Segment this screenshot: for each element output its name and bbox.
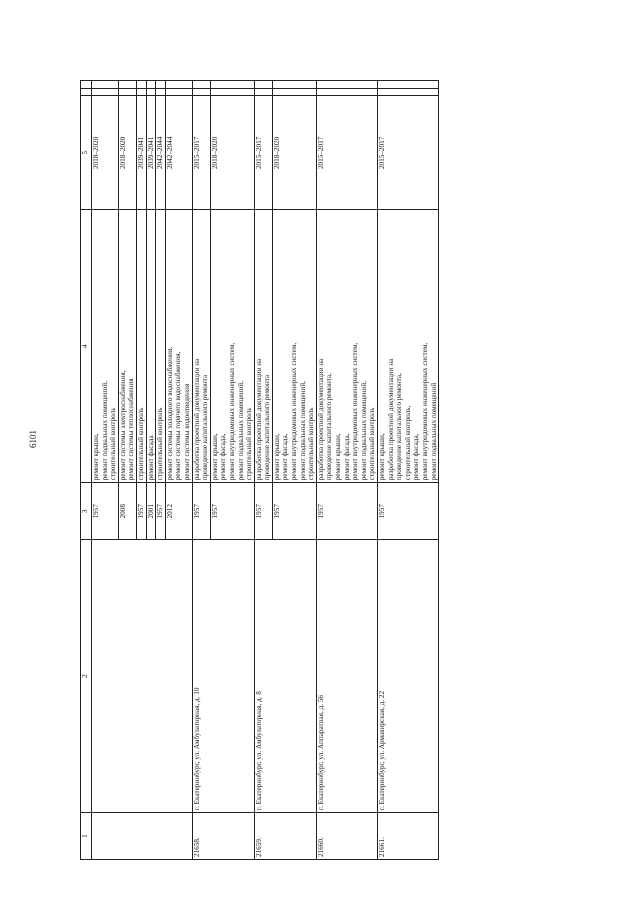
work-item: ремонт фасада, [281, 433, 290, 481]
work-item: ремонт внутридомовых инженерных систем, [351, 342, 360, 481]
extra-col-7 [156, 81, 166, 89]
address-cell: г. Екатеринбург, ул. Амбулаторная, д. 10 [192, 540, 254, 813]
work-item: ремонт внутридомовых инженерных систем, [290, 342, 299, 481]
extra-col-6 [146, 88, 156, 96]
works-cell [146, 210, 156, 483]
work-item: разработка проектной документации на [316, 358, 325, 481]
work-item: строительный контроль [156, 407, 165, 481]
address-cell: г. Екатеринбург, ул. Аппаратная, д. 56 [316, 540, 377, 813]
extra-col-6 [192, 88, 210, 96]
year-cell: 1957 [136, 483, 146, 540]
work-item: ремонт подвальных помещений, [236, 381, 245, 481]
extra-col-7 [165, 81, 192, 89]
work-item: ремонт крыши, [210, 433, 219, 481]
header-col-3: 3 [81, 483, 92, 540]
year-cell: 2008 [118, 483, 136, 540]
work-item: ремонт крыши, [334, 433, 343, 481]
work-item: проведение капитального ремонта, [325, 373, 334, 481]
work-item: ремонт фасада, [342, 433, 351, 481]
extra-col-6 [210, 88, 254, 96]
work-item: разработка проектной документации на [192, 358, 201, 481]
extra-col-6 [165, 88, 192, 96]
work-item: ремонт крыши, [272, 433, 281, 481]
works-cell [316, 210, 377, 483]
table-header-row [81, 81, 92, 860]
extra-col-7 [92, 81, 119, 89]
work-item: ремонт системы горячего водоснабжения, [174, 351, 183, 481]
year-cell: 1957 [156, 483, 166, 540]
table-row [316, 81, 377, 860]
extra-col-7 [146, 81, 156, 89]
extra-col-7 [192, 81, 210, 89]
table-row [92, 81, 119, 860]
works-cell [272, 210, 316, 483]
work-item: ремонт системы холодного водоснабжения, [165, 347, 174, 481]
work-item: ремонт системы водоотведения [182, 383, 191, 481]
table-row [378, 81, 439, 860]
work-item: ремонт системы электроснабжения, [118, 370, 127, 481]
table-body [92, 81, 439, 860]
work-item: ремонт подвальных помещений, [359, 381, 368, 481]
work-item: ремонт фасада, [219, 433, 228, 481]
address-cell: г. Екатеринбург, ул. Амбулаторная, д. 8 [254, 540, 316, 813]
work-item: разработка проектной документации на [386, 358, 395, 481]
header-col-4: 4 [81, 210, 92, 483]
row-number-cell: 21661. [378, 813, 439, 860]
extra-col-6 [92, 88, 119, 96]
repair-schedule-table [80, 80, 439, 860]
work-item: проведение капитального ремонта [201, 374, 210, 481]
works-cell [92, 210, 119, 483]
period-cell: 2018–2020 [118, 96, 136, 210]
rotated-table-wrapper [80, 80, 587, 860]
works-cell [165, 210, 192, 483]
work-item: строительный контроль [245, 407, 254, 481]
work-item: ремонт системы теплоснабжения [127, 378, 136, 481]
period-cell: 2015–2017 [254, 96, 272, 210]
work-item: строительный контроль [307, 407, 316, 481]
extra-col-7 [210, 81, 254, 89]
works-cell [254, 210, 272, 483]
year-cell: 1957 [316, 483, 377, 540]
year-cell: 1957 [272, 483, 316, 540]
work-item: ремонт внутридомовых инженерных систем, [420, 342, 429, 481]
work-item: ремонт крыши, [92, 433, 100, 481]
works-cell [118, 210, 136, 483]
extra-col-6 [118, 88, 136, 96]
work-item: ремонт внутридомовых инженерных систем, [227, 342, 236, 481]
extra-col-6 [136, 88, 146, 96]
extra-col-7 [272, 81, 316, 89]
period-cell: 2015–2017 [192, 96, 210, 210]
address-cell [92, 540, 193, 813]
period-cell: 2015–2017 [378, 96, 439, 210]
extra-col-6 [378, 88, 439, 96]
work-item: строительный контроль, [403, 405, 412, 481]
work-item: ремонт крыши, [378, 433, 386, 481]
work-item: ремонт фасада, [412, 433, 421, 481]
row-number-cell: 21659. [254, 813, 316, 860]
extra-col-7 [378, 81, 439, 89]
year-cell: 1957 [192, 483, 210, 540]
works-cell [156, 210, 166, 483]
period-cell: 2018–2020 [272, 96, 316, 210]
works-cell [192, 210, 210, 483]
extra-col-6 [254, 88, 272, 96]
address-cell: г. Екатеринбург, ул. Армавирская, д. 22 [378, 540, 439, 813]
period-cell: 2018–2020 [210, 96, 254, 210]
year-cell: 1957 [254, 483, 272, 540]
row-number-cell: 21660. [316, 813, 377, 860]
work-item: строительный контроль [109, 407, 118, 481]
work-item: ремонт фасада [146, 435, 155, 481]
period-cell: 2015–2017 [316, 96, 377, 210]
work-item: проведение капитального ремонта [263, 374, 272, 481]
year-cell: 1957 [210, 483, 254, 540]
page-number: 6101 [28, 430, 38, 448]
year-cell: 2001 [146, 483, 156, 540]
year-cell: 1957 [92, 483, 119, 540]
extra-col-6 [316, 88, 377, 96]
extra-col-6 [272, 88, 316, 96]
header-col-1: 1 [81, 813, 92, 860]
table-row [192, 81, 210, 860]
period-cell: 2018–2020 [92, 96, 119, 210]
work-item: строительный контроль [136, 407, 145, 481]
table-row [254, 81, 272, 860]
extra-col-7 [118, 81, 136, 89]
work-item: ремонт подвальных помещений [429, 382, 438, 481]
works-cell [378, 210, 439, 483]
work-item: ремонт подвальных помещений, [298, 381, 307, 481]
extra-col-7 [136, 81, 146, 89]
year-cell: 1957 [378, 483, 439, 540]
period-cell: 2039–2041 [146, 96, 156, 210]
work-item: разработка проектной документации на [254, 358, 263, 481]
period-cell: 2042–2044 [156, 96, 166, 210]
extra-col-7 [316, 81, 377, 89]
period-cell: 2039–2041 [136, 96, 146, 210]
extra-col-7 [254, 81, 272, 89]
row-number-cell: 21658. [192, 813, 254, 860]
header-col-6 [81, 88, 92, 96]
work-item: проведение капитального ремонта, [395, 373, 404, 481]
extra-col-6 [156, 88, 166, 96]
works-cell [136, 210, 146, 483]
works-cell [210, 210, 254, 483]
header-col-5: 5 [81, 96, 92, 210]
year-cell: 2012 [165, 483, 192, 540]
header-col-7 [81, 81, 92, 89]
period-cell: 2042–2044 [165, 96, 192, 210]
work-item: строительный контроль [368, 407, 377, 481]
work-item: ремонт подвальных помещений, [100, 381, 109, 481]
header-col-2: 2 [81, 540, 92, 813]
row-number-cell [92, 813, 193, 860]
